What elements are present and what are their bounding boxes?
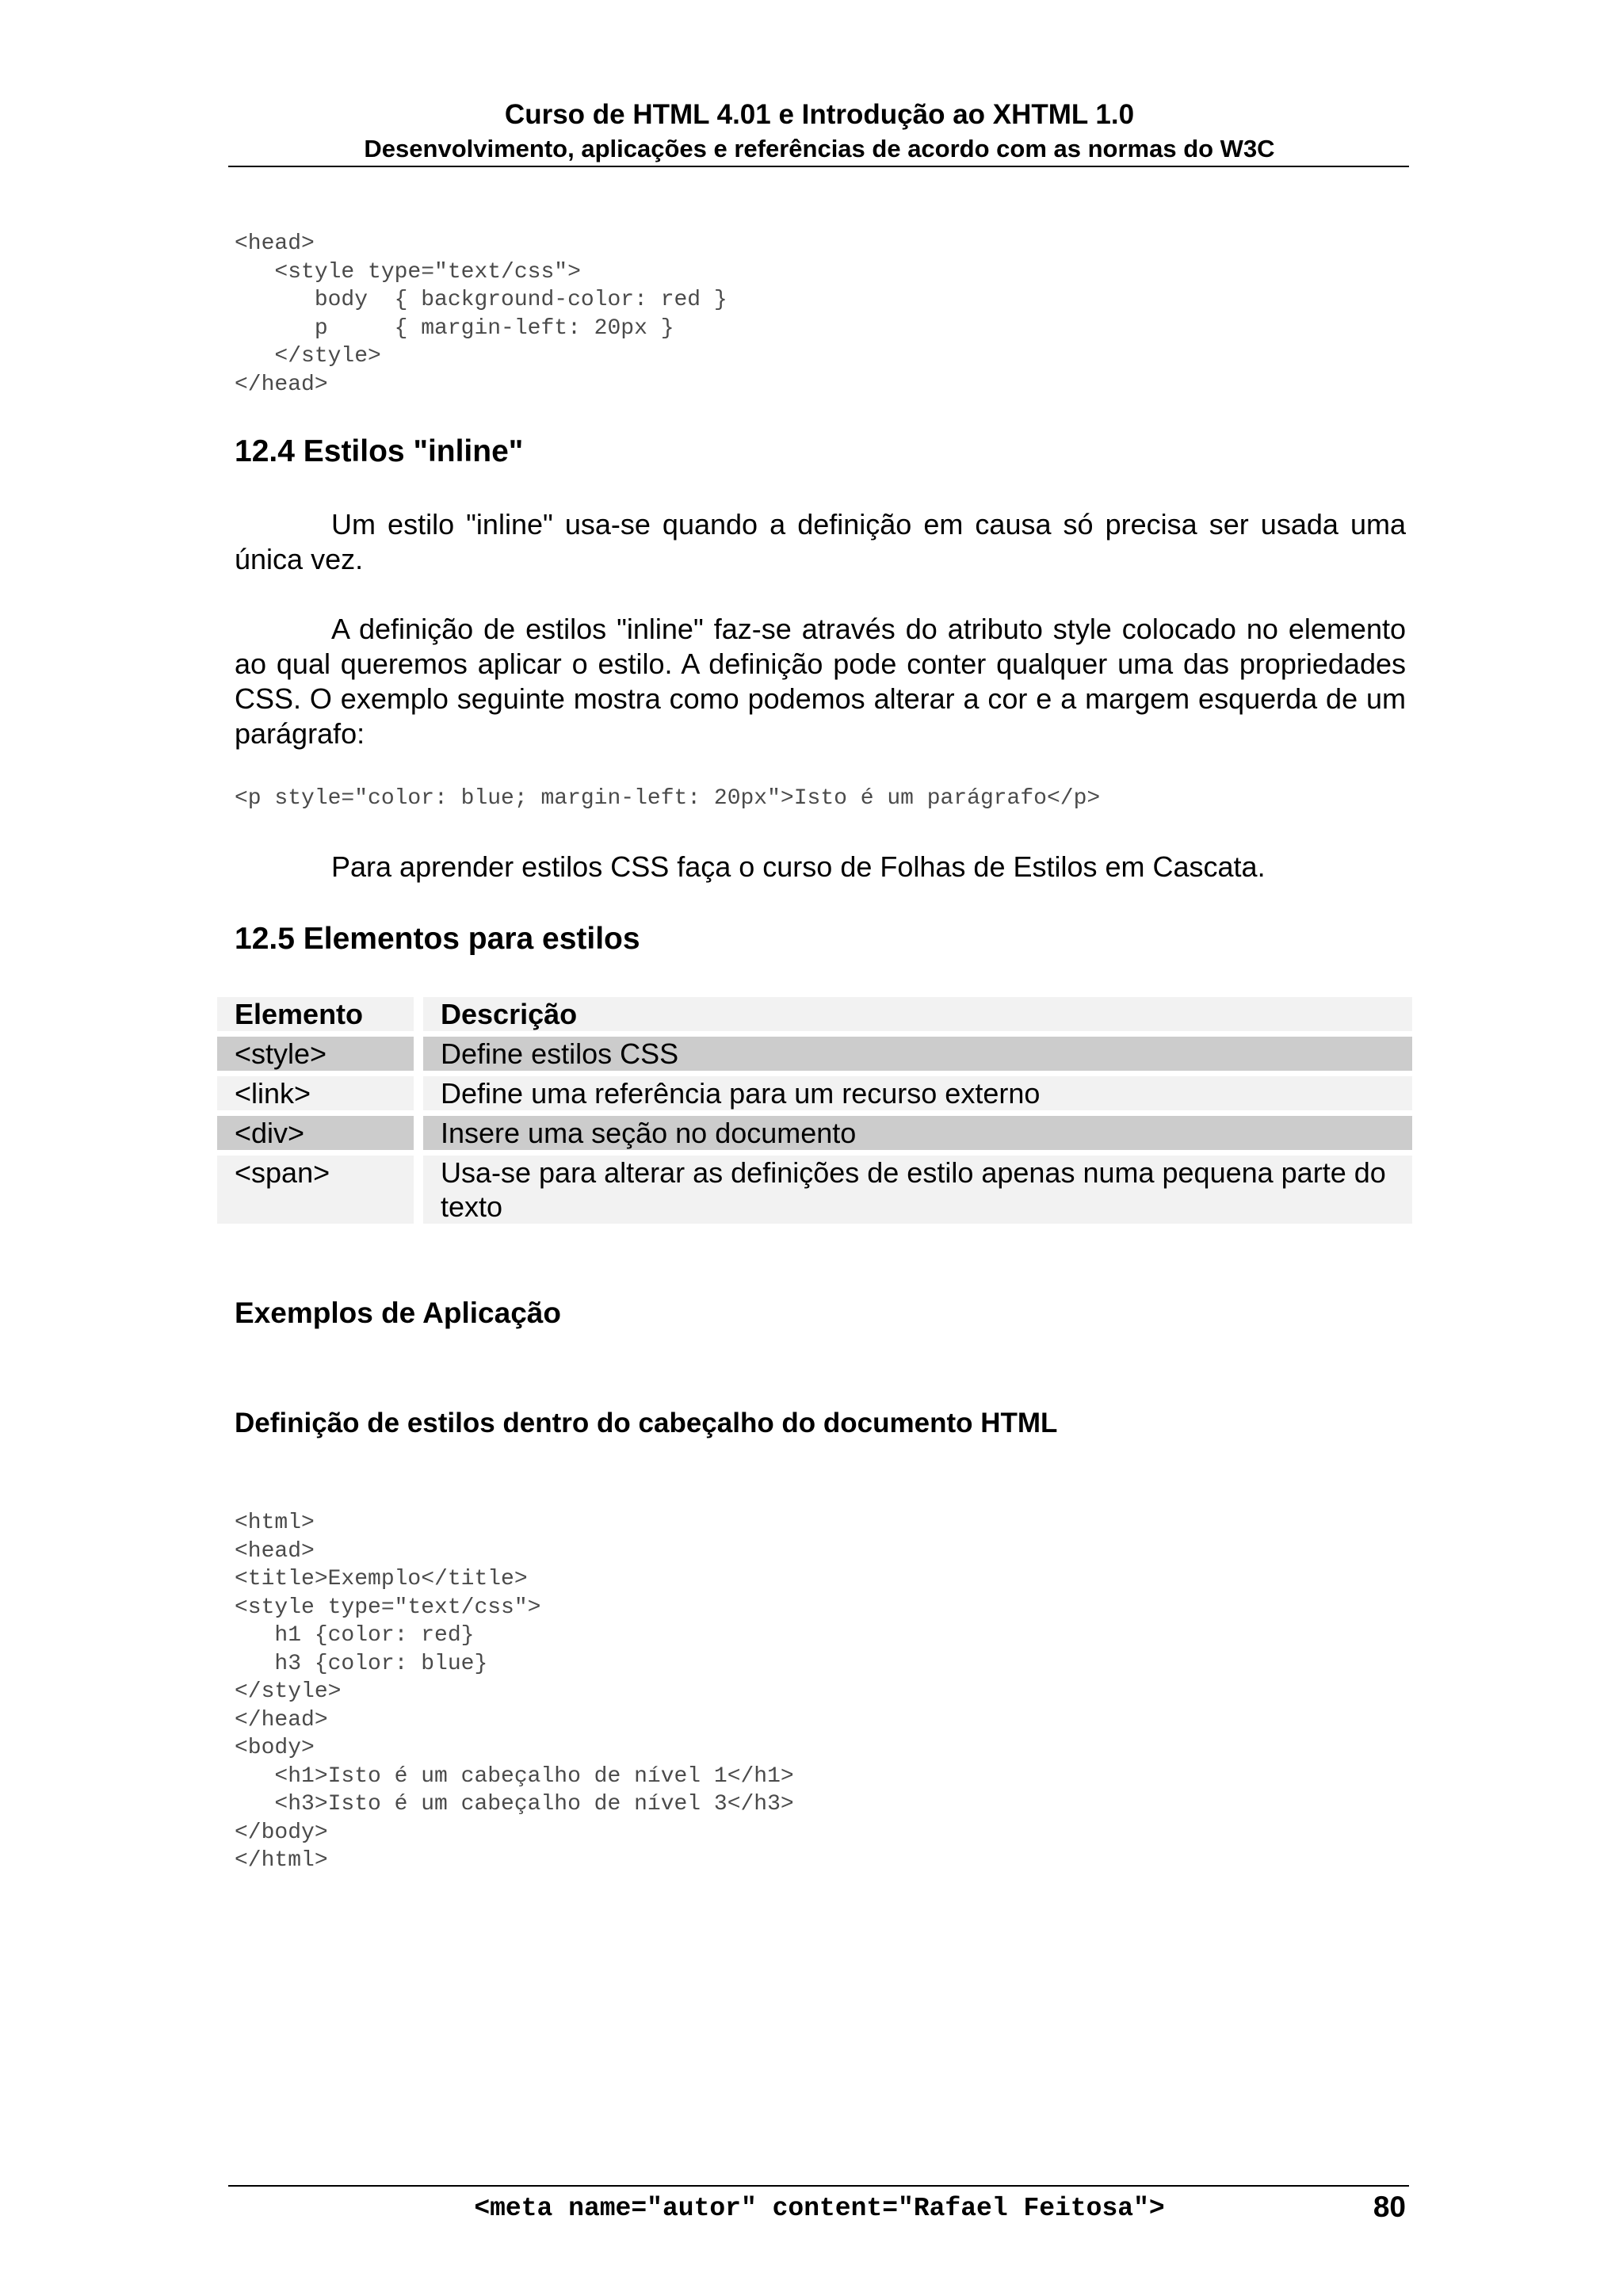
header-rule [228, 166, 1409, 167]
table-row [217, 1076, 1412, 1110]
table-cell-description: Define estilos CSS [423, 1037, 1412, 1071]
code-inline-example: <p style="color: blue; margin-left: 20px">Isto é um parágrafo</p> [235, 786, 1101, 811]
table-cell-element: <div> [217, 1116, 423, 1150]
examples-subheading: Definição de estilos dentro do cabeçalho do documento HTML [235, 1408, 1058, 1438]
page-number: 80 [1373, 2191, 1406, 2223]
footer-rule [228, 2185, 1409, 2187]
footer-meta-tag: <meta name="autor" content="Rafael Feitosa"> [474, 2194, 1165, 2223]
table-cell-description: Insere uma seção no documento [423, 1116, 1412, 1150]
section-heading-12-4: 12.4 Estilos "inline" [235, 434, 524, 468]
paragraph-learn-css: Para aprender estilos CSS faça o curso de Folhas de Estilos em Cascata. [331, 850, 1266, 883]
code-block-html-example: <html> <head> <title>Exemplo</title> <style type="text/css"> h1 {color: red} h3 {color: blue} </style> </head> <body> <h1>Isto é um cabeçalho de nível 1</h1> <h3>Isto é um cabeçalho de nível 3</h3> </body> </html> [235, 1511, 794, 1873]
page-header [230, 97, 1409, 165]
examples-heading: Exemplos de Aplicação [235, 1297, 561, 1329]
table-cell-description: Usa-se para alterar as definições de estilo apenas numa pequena parte do texto [423, 1156, 1412, 1224]
table-header-element: Elemento [217, 997, 423, 1031]
code-block-head-style: <head> <style type="text/css"> body { background-color: red } p { margin-left: 20px } </style> </head> [235, 231, 727, 397]
paragraph-inline-definition: A definição de estilos "inline" faz-se através do atributo style colocado no elemento ao qual queremos aplicar o estilo. A definição pode conter qualquer uma das propriedades CSS. O exemplo seguinte mostra como podemos alterar a cor e a margem esquerda de um parágrafo: [235, 613, 1406, 750]
table-cell-element: <link> [217, 1076, 423, 1110]
table-header-description: Descrição [423, 997, 1412, 1031]
document-title: Curso de HTML 4.01 e Introdução ao XHTML 1.0 [504, 99, 1135, 130]
table-row [217, 1116, 1412, 1150]
paragraph-inline-intro: Um estilo "inline" usa-se quando a definição em causa só precisa ser usada uma única vez. [235, 508, 1406, 575]
elements-table [217, 991, 1412, 1229]
section-heading-12-5: 12.5 Elementos para estilos [235, 922, 640, 956]
document-subtitle: Desenvolvimento, aplicações e referências de acordo com as normas do W3C [364, 135, 1275, 162]
table-header-row [217, 997, 1412, 1031]
table-cell-description: Define uma referência para um recurso externo [423, 1076, 1412, 1110]
table-row [217, 1037, 1412, 1071]
table-cell-element: <style> [217, 1037, 423, 1071]
table-row [217, 1156, 1412, 1224]
table-cell-element: <span> [217, 1156, 423, 1224]
